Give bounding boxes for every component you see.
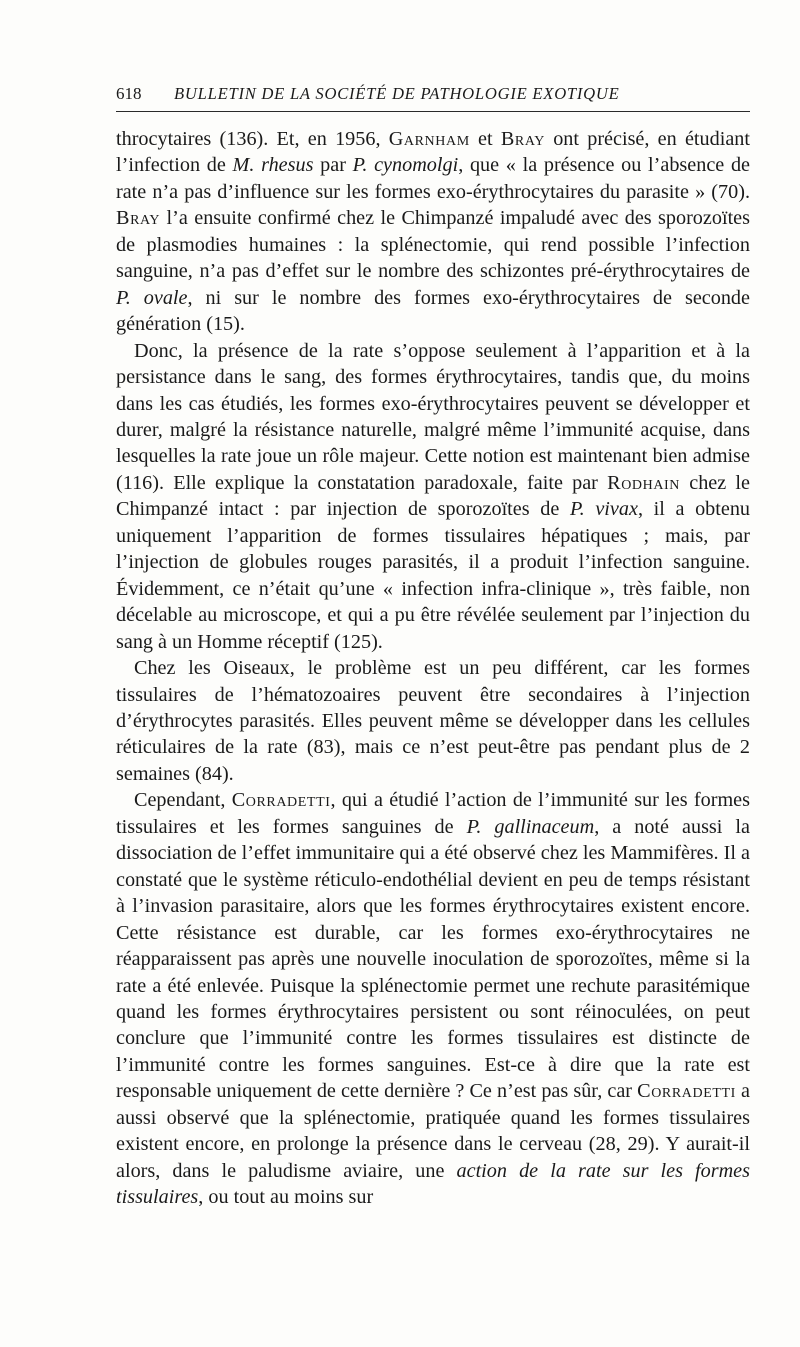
species-name: P. vivax [569, 498, 638, 521]
text-run: ont précisé, en étudiant l’infection de [116, 128, 750, 177]
running-title: BULLETIN DE LA SOCIÉTÉ DE PATHOLOGIE EXOTIQUE [174, 84, 620, 103]
author-name: Garnham [388, 128, 470, 150]
paragraph-4 [116, 787, 750, 1210]
paragraph-2 [116, 338, 750, 655]
text-run: Cependant, [134, 789, 232, 812]
paragraph-1 [116, 126, 750, 338]
species-name: M. rhesus [232, 154, 314, 177]
author-name: Rodhain [607, 471, 681, 494]
body-text [116, 126, 750, 1211]
page-number: 618 [116, 84, 142, 103]
species-name: P. ovale [116, 286, 188, 309]
author-name: Bray [116, 207, 161, 230]
text-run: l’a ensuite confirmé chez le Chimpanzé impaludé avec des sporozoïtes de plasmodies humaines : la splénectomie, qui rend possible l’infection sanguine, n’a pas d’effet sur le nombre des schizontes pré-érythrocytaires de [116, 207, 750, 283]
species-name: P. gallinaceum [466, 815, 595, 838]
text-run: throcytaires (136). Et, en 1956, [116, 128, 389, 150]
text-run: chez le Chimpanzé intact : par injection de sporozoïtes de [116, 471, 750, 521]
species-name: P. cynomolgi [352, 154, 459, 177]
author-name: Bray [500, 128, 545, 150]
text-run: Chez les Oiseaux, le problème est un peu différent, car les formes tissulaires de l’hématozoaires peuvent être secondaires à l’injection d’érythrocytes parasités. Elles peuvent même se développer dans les cellules réticulaires de la rate (83), mais ce n’est peut-être pas pendant plus de 2 semaines (84). [116, 657, 750, 785]
text-run: , a noté aussi la dissociation de l’effet immunitaire qui a été observé chez les Mammifères. Il a constaté que le système réticulo-endothélial devient en peu de temps résistant à l’invasion parasitaire, alors que les formes érythrocytaires existent encore. Cette résistance est durable, car les formes exo-érythrocytaires ne réapparaissent pas après une nouvelle inoculation de sporozoïtes, même si la rate a été enlevée. Puisque la splénectomie permet une rechute parasitémique quand les formes érythrocytaires persistent ou sont réinoculées, on peut conclure que l’immunité contre les formes tissulaires est distincte de l’immunité contre les formes sanguines. Est-ce à dire que la rate est responsable uniquement de cette dernière ? Ce n’est pas sûr, car [116, 815, 750, 1103]
paragraph-3 [116, 655, 750, 787]
text-run: a aussi observé que la splénectomie, pratiquée quand les formes tissulaires existent encore, en prolonge la présence dans le cerveau (28, 29). Y aurait-il alors, dans le paludisme aviaire, une [116, 1080, 750, 1182]
page-header [116, 84, 750, 112]
author-name: Corradetti [231, 789, 331, 812]
text-run: par [313, 154, 353, 177]
text-run: , ni sur le nombre des formes exo-érythrocytaires de seconde génération (15). [116, 286, 750, 336]
text-run: , ou tout au moins sur [198, 1186, 374, 1209]
text-run: et [469, 128, 501, 150]
author-name: Corradetti [637, 1080, 736, 1103]
text-run: , il a obtenu uniquement l’apparition de formes tissulaires hépatiques ; mais, par l’injection de globules rouges parasités, il a produit l’infection sanguine. Évidemment, ce n’était qu’une « infection infra-clinique », très faible, non décelable au microscope, et qui a pu être révélée seulement par l’injection du sang à un Homme réceptif (125). [116, 498, 751, 653]
text-run: , qui a étudié l’action de l’immunité sur les formes tissulaires et les formes sanguines de [116, 789, 750, 838]
text-run: , que « la présence ou l’absence de rate n’a pas d’influence sur les formes exo-érythrocytaires du parasite » (70). [116, 154, 751, 203]
emphasis: action de la rate sur les formes tissulaires [116, 1159, 750, 1209]
text-run: Donc, la présence de la rate s’oppose seulement à l’apparition et à la persistance dans le sang, des formes érythrocytaires, tandis que, du moins dans les cas étudiés, les formes exo-érythrocytaires peuvent se développer et durer, malgré la résistance naturelle, malgré même l’immunité acquise, dans lesquelles la rate joue un rôle majeur. Cette notion est maintenant bien admise (116). Elle explique la constatation paradoxale, faite par [116, 339, 750, 494]
